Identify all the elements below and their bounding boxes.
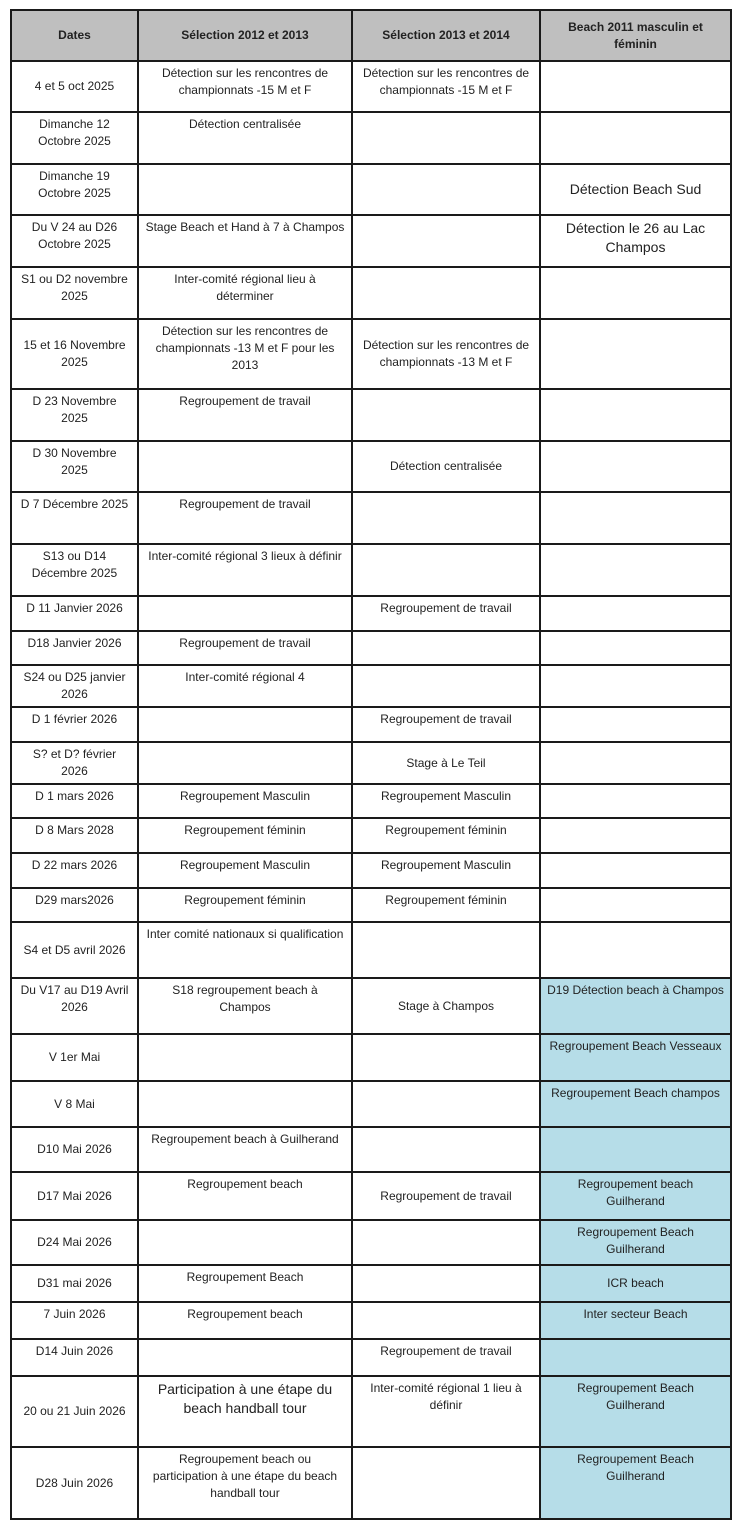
cell-selection-2012-2013: Détection sur les rencontres de championnats -13 M et F pour les 2013 [138,319,352,389]
cell-beach-2011: Inter secteur Beach [540,1302,731,1339]
table-row [11,818,731,853]
table-row [11,1172,731,1220]
cell-date: Du V 24 au D26 Octobre 2025 [11,215,138,267]
table-row [11,1081,731,1127]
cell-selection-2012-2013 [138,1034,352,1081]
cell-selection-2013-2014 [352,164,540,215]
cell-beach-2011 [540,707,731,742]
cell-selection-2013-2014 [352,1265,540,1302]
table-row [11,1447,731,1519]
cell-date: D28 Juin 2026 [11,1447,138,1519]
header-selection-2012-2013: Sélection 2012 et 2013 [138,10,352,61]
header-selection-2013-2014: Sélection 2013 et 2014 [352,10,540,61]
cell-selection-2012-2013: Inter-comité régional 4 [138,665,352,707]
cell-selection-2012-2013: Regroupement de travail [138,492,352,544]
cell-selection-2013-2014 [352,492,540,544]
cell-selection-2013-2014: Regroupement de travail [352,596,540,631]
table-row [11,596,731,631]
cell-selection-2013-2014: Regroupement Masculin [352,784,540,818]
cell-selection-2012-2013 [138,742,352,784]
cell-selection-2013-2014 [352,544,540,596]
table-row [11,267,731,319]
cell-date: Dimanche 19 Octobre 2025 [11,164,138,215]
table-row [11,1376,731,1447]
cell-beach-2011 [540,665,731,707]
cell-selection-2013-2014 [352,1127,540,1172]
cell-beach-2011: Regroupement Beach Vesseaux [540,1034,731,1081]
cell-selection-2012-2013: Regroupement Beach [138,1265,352,1302]
cell-date: D17 Mai 2026 [11,1172,138,1220]
cell-date: D 11 Janvier 2026 [11,596,138,631]
cell-selection-2012-2013: Regroupement de travail [138,389,352,441]
cell-selection-2013-2014: Détection sur les rencontres de championnats -15 M et F [352,61,540,112]
cell-beach-2011 [540,784,731,818]
cell-date: D 1 mars 2026 [11,784,138,818]
cell-selection-2013-2014 [352,1081,540,1127]
table-row [11,853,731,888]
cell-selection-2013-2014: Regroupement féminin [352,818,540,853]
cell-date: D10 Mai 2026 [11,1127,138,1172]
cell-selection-2013-2014: Regroupement de travail [352,1172,540,1220]
table-row [11,1220,731,1265]
cell-date: V 8 Mai [11,1081,138,1127]
cell-beach-2011 [540,441,731,492]
table-row [11,319,731,389]
cell-selection-2012-2013: Regroupement beach [138,1172,352,1220]
cell-date: D18 Janvier 2026 [11,631,138,665]
cell-selection-2012-2013: Regroupement féminin [138,818,352,853]
table-row [11,1127,731,1172]
cell-beach-2011 [540,61,731,112]
cell-selection-2012-2013: Détection centralisée [138,112,352,164]
cell-beach-2011 [540,267,731,319]
cell-date: D14 Juin 2026 [11,1339,138,1376]
cell-beach-2011: Regroupement Beach Guilherand [540,1447,731,1519]
cell-selection-2012-2013 [138,707,352,742]
cell-selection-2012-2013: Regroupement Masculin [138,853,352,888]
cell-date: S13 ou D14 Décembre 2025 [11,544,138,596]
cell-date: 4 et 5 oct 2025 [11,61,138,112]
cell-beach-2011: Détection Beach Sud [540,164,731,215]
table-row [11,665,731,707]
cell-selection-2013-2014 [352,1034,540,1081]
cell-selection-2013-2014 [352,1302,540,1339]
cell-date: S4 et D5 avril 2026 [11,922,138,978]
cell-selection-2013-2014: Regroupement féminin [352,888,540,922]
header-beach-2011: Beach 2011 masculin et féminin [540,10,731,61]
cell-selection-2012-2013: Inter comité nationaux si qualification [138,922,352,978]
cell-selection-2013-2014 [352,922,540,978]
table-row [11,742,731,784]
header-dates: Dates [11,10,138,61]
cell-beach-2011 [540,389,731,441]
cell-selection-2012-2013: S18 regroupement beach à Champos [138,978,352,1034]
cell-selection-2013-2014: Stage à Champos [352,978,540,1034]
cell-beach-2011 [540,742,731,784]
cell-beach-2011 [540,112,731,164]
cell-beach-2011: Regroupement beach Guilherand [540,1172,731,1220]
cell-beach-2011 [540,922,731,978]
cell-selection-2012-2013: Regroupement Masculin [138,784,352,818]
cell-selection-2013-2014 [352,112,540,164]
table-row [11,978,731,1034]
cell-beach-2011: Regroupement Beach champos [540,1081,731,1127]
table-row [11,1265,731,1302]
cell-selection-2012-2013: Inter-comité régional 3 lieux à définir [138,544,352,596]
table-row [11,389,731,441]
cell-date: D 7 Décembre 2025 [11,492,138,544]
cell-beach-2011 [540,1339,731,1376]
cell-selection-2013-2014 [352,631,540,665]
table-row [11,164,731,215]
table-row [11,492,731,544]
table-row [11,61,731,112]
table-row [11,1302,731,1339]
cell-beach-2011 [540,888,731,922]
cell-date: D31 mai 2026 [11,1265,138,1302]
cell-date: S? et D? février 2026 [11,742,138,784]
cell-date: 7 Juin 2026 [11,1302,138,1339]
table-row [11,888,731,922]
cell-date: D29 mars2026 [11,888,138,922]
cell-date: D24 Mai 2026 [11,1220,138,1265]
cell-selection-2013-2014: Inter-comité régional 1 lieu à définir [352,1376,540,1447]
cell-selection-2013-2014 [352,1220,540,1265]
cell-selection-2012-2013: Participation à une étape du beach handball tour [138,1376,352,1447]
cell-selection-2012-2013: Regroupement beach à Guilherand [138,1127,352,1172]
cell-beach-2011 [540,492,731,544]
cell-date: D 8 Mars 2028 [11,818,138,853]
cell-selection-2012-2013: Détection sur les rencontres de championnats -15 M et F [138,61,352,112]
cell-selection-2013-2014: Regroupement de travail [352,1339,540,1376]
cell-date: S24 ou D25 janvier 2026 [11,665,138,707]
table-row [11,631,731,665]
cell-date: V 1er Mai [11,1034,138,1081]
cell-selection-2012-2013 [138,1081,352,1127]
cell-beach-2011 [540,818,731,853]
cell-beach-2011 [540,596,731,631]
cell-selection-2013-2014: Stage à Le Teil [352,742,540,784]
header-row [11,10,731,61]
cell-selection-2013-2014: Regroupement de travail [352,707,540,742]
cell-selection-2012-2013: Regroupement beach ou participation à une étape du beach handball tour [138,1447,352,1519]
table-row [11,441,731,492]
cell-date: D 23 Novembre 2025 [11,389,138,441]
cell-date: 20 ou 21 Juin 2026 [11,1376,138,1447]
cell-selection-2012-2013: Regroupement féminin [138,888,352,922]
cell-date: D 30 Novembre 2025 [11,441,138,492]
cell-beach-2011 [540,319,731,389]
cell-selection-2013-2014 [352,267,540,319]
cell-date: Du V17 au D19 Avril 2026 [11,978,138,1034]
cell-selection-2013-2014 [352,215,540,267]
cell-beach-2011 [540,1127,731,1172]
table-row [11,922,731,978]
cell-date: D 22 mars 2026 [11,853,138,888]
cell-selection-2012-2013 [138,596,352,631]
cell-date: D 1 février 2026 [11,707,138,742]
cell-selection-2013-2014 [352,389,540,441]
cell-selection-2013-2014 [352,665,540,707]
cell-beach-2011: Regroupement Beach Guilherand [540,1376,731,1447]
cell-selection-2012-2013: Inter-comité régional lieu à déterminer [138,267,352,319]
table-row [11,1034,731,1081]
table-row [11,544,731,596]
table-row [11,112,731,164]
cell-date: 15 et 16 Novembre 2025 [11,319,138,389]
cell-beach-2011 [540,631,731,665]
cell-selection-2013-2014: Regroupement Masculin [352,853,540,888]
table-row [11,1339,731,1376]
cell-selection-2013-2014 [352,1447,540,1519]
cell-beach-2011 [540,853,731,888]
cell-selection-2013-2014: Détection sur les rencontres de championnats -13 M et F [352,319,540,389]
cell-beach-2011: ICR beach [540,1265,731,1302]
schedule-table [10,9,732,1520]
cell-date: Dimanche 12 Octobre 2025 [11,112,138,164]
cell-selection-2012-2013 [138,1220,352,1265]
cell-beach-2011: Regroupement Beach Guilherand [540,1220,731,1265]
table-row [11,707,731,742]
cell-selection-2012-2013 [138,441,352,492]
cell-date: S1 ou D2 novembre 2025 [11,267,138,319]
cell-beach-2011: Détection le 26 au Lac Champos [540,215,731,267]
cell-beach-2011: D19 Détection beach à Champos [540,978,731,1034]
cell-selection-2012-2013: Stage Beach et Hand à 7 à Champos [138,215,352,267]
cell-selection-2013-2014: Détection centralisée [352,441,540,492]
cell-selection-2012-2013: Regroupement de travail [138,631,352,665]
table-row [11,784,731,818]
table-row [11,215,731,267]
cell-beach-2011 [540,544,731,596]
cell-selection-2012-2013 [138,164,352,215]
cell-selection-2012-2013 [138,1339,352,1376]
cell-selection-2012-2013: Regroupement beach [138,1302,352,1339]
